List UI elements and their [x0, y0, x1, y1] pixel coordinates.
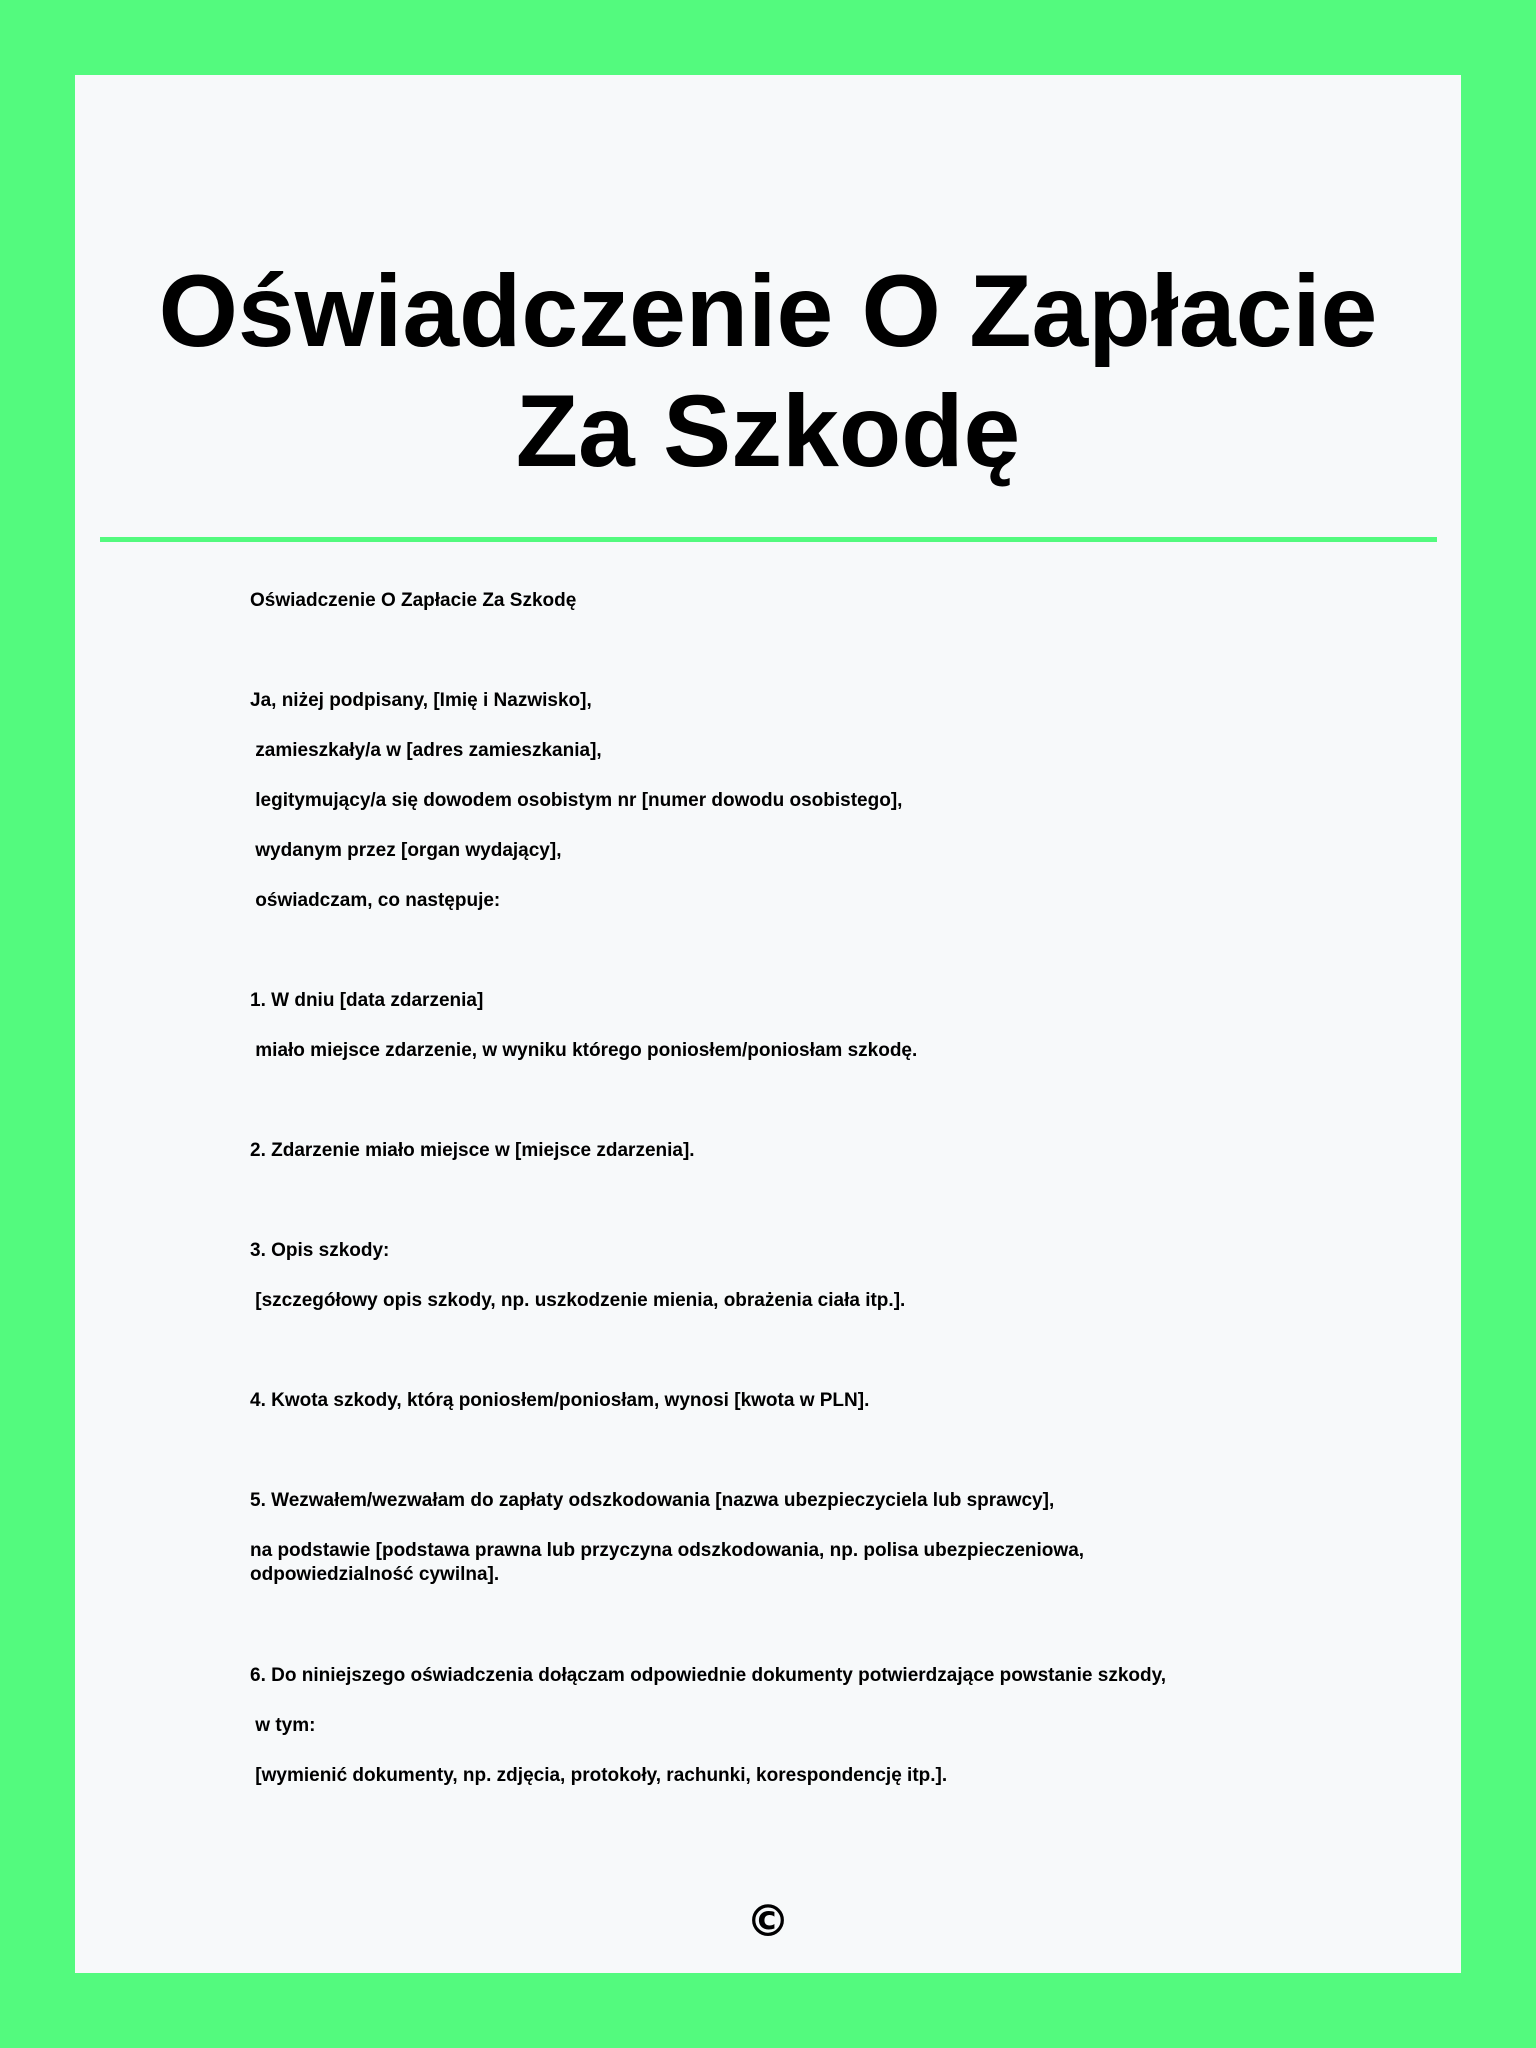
point-6-line-2: w tym:	[250, 1715, 316, 1736]
point-5-line-2: na podstawie [podstawa prawna lub przyczyna odszkodowania, np. polisa ubezpieczeniowa, odpowiedzialność cywilna].	[250, 1540, 1085, 1585]
intro-line-3: legitymujący/a się dowodem osobistym nr [numer dowodu osobistego],	[250, 790, 903, 811]
point-6-line-1: 6. Do niniejszego oświadczenia dołączam odpowiednie dokumenty potwierdzające powstanie szkody,	[250, 1665, 1167, 1686]
point-2-line-1: 2. Zdarzenie miało miejsce w [miejsce zdarzenia].	[250, 1140, 695, 1161]
copyright-icon: ©	[746, 1896, 790, 1947]
title-divider	[100, 537, 1437, 542]
intro-line-1: Ja, niżej podpisany, [Imię i Nazwisko],	[250, 690, 592, 711]
intro-line-2: zamieszkały/a w [adres zamieszkania],	[250, 740, 602, 761]
intro-line-4: wydanym przez [organ wydający],	[250, 840, 562, 861]
point-4-line-1: 4. Kwota szkody, którą poniosłem/poniosłam, wynosi [kwota w PLN].	[250, 1390, 870, 1411]
body-heading: Oświadczenie O Zapłacie Za Szkodę	[250, 590, 577, 611]
intro-line-5: oświadczam, co następuje:	[250, 890, 501, 911]
point-3-line-2: [szczegółowy opis szkody, np. uszkodzenie mienia, obrażenia ciała itp.].	[250, 1290, 906, 1311]
point-5-line-1: 5. Wezwałem/wezwałam do zapłaty odszkodowania [nazwa ubezpieczyciela lub sprawcy],	[250, 1490, 1055, 1511]
point-3-line-1: 3. Opis szkody:	[250, 1240, 390, 1261]
point-1-line-1: 1. W dniu [data zdarzenia]	[250, 990, 484, 1011]
document-title: Oświadczenie O Zapłacie Za Szkodę	[158, 254, 1378, 488]
point-6-line-3: [wymienić dokumenty, np. zdjęcia, protokoły, rachunki, korespondencję itp.].	[250, 1765, 948, 1786]
point-1-line-2: miało miejsce zdarzenie, w wyniku którego poniosłem/poniosłam szkodę.	[250, 1040, 918, 1061]
document-page	[75, 75, 1461, 1973]
